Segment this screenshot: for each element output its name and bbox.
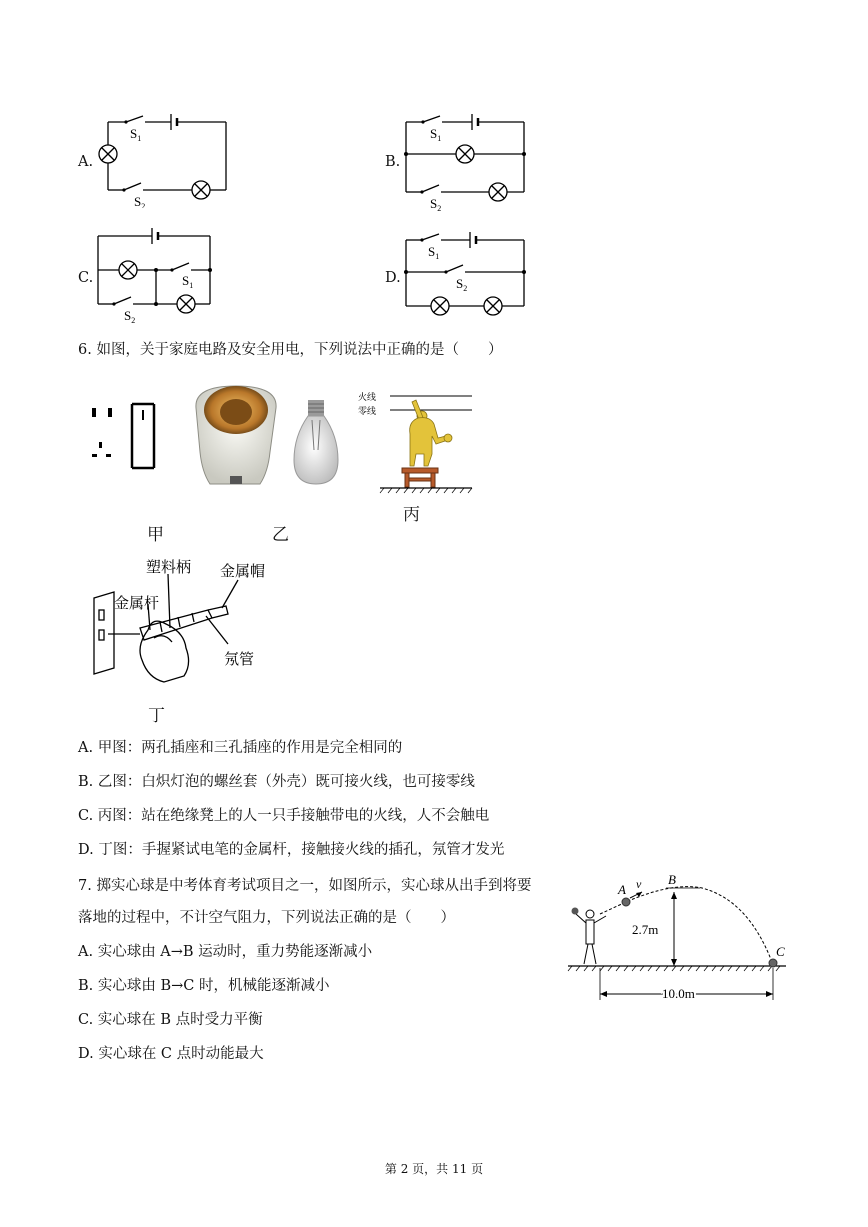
switch-s2-label: $S_2$ xyxy=(124,308,136,325)
shotput-trajectory-diagram xyxy=(562,868,796,1010)
switch-s2-label: $S_2$ xyxy=(456,276,468,293)
metal-cap-label: 金属帽 xyxy=(220,564,266,580)
switch-s2-label: $S_2$ xyxy=(430,196,442,212)
point-c-label: C xyxy=(776,944,785,959)
velocity-label: v xyxy=(636,877,642,891)
fire-wire-label: 火线 xyxy=(358,392,377,402)
option-b-label: B. xyxy=(385,154,401,170)
option-d-label: D. xyxy=(385,270,401,286)
figure-label-ding: 丁 xyxy=(148,706,165,726)
point-a-label: A xyxy=(618,882,626,897)
zero-wire-label: 零线 xyxy=(358,406,377,416)
testpen-figure xyxy=(88,552,288,692)
height-label: 2.7m xyxy=(632,922,659,937)
q6-stem: 6. 如图，关于家庭电路及安全用电，下列说法中正确的是（ ） xyxy=(78,342,503,358)
point-b-label: B xyxy=(668,872,676,887)
switch-s1-label: $S_1$ xyxy=(182,273,194,290)
circuit-option-a xyxy=(76,108,246,208)
q7-option-d: D. 实心球在 C 点时动能最大 xyxy=(78,1046,264,1062)
circuit-option-d xyxy=(398,228,538,328)
q6-option-c: C. 丙图：站在绝缘凳上的人一只手接触带电的火线，人不会触电 xyxy=(78,808,490,824)
circuit-diagram-c xyxy=(90,224,230,328)
neon-tube-label: 氖管 xyxy=(224,652,255,668)
q6-option-a: A. 甲图：两孔插座和三孔插座的作用是完全相同的 xyxy=(78,740,403,756)
q6-option-d: D. 丁图：手握紧试电笔的金属杆，接触接火线的插孔，氖管才发光 xyxy=(78,842,505,858)
option-a-label: A. xyxy=(78,154,94,170)
socket-figure xyxy=(84,394,164,474)
circuit-option-b xyxy=(398,108,538,212)
stool-figure xyxy=(350,388,480,498)
q7-option-c: C. 实心球在 B 点时受力平衡 xyxy=(78,1012,263,1028)
lampholder-figure xyxy=(190,380,350,500)
switch-s2-label: $S_2$ xyxy=(134,194,146,208)
lampholder-and-bulb xyxy=(190,380,350,500)
q7-option-b: B. 实心球由 B→C 时，机械能逐渐减小 xyxy=(78,978,330,994)
shotput-figure xyxy=(562,868,796,1010)
switch-s1-label: $S_1$ xyxy=(428,244,440,261)
figure-label-yi: 乙 xyxy=(272,525,289,545)
q7-option-a: A. 实心球由 A→B 运动时，重力势能逐渐减小 xyxy=(78,944,373,960)
q7-stem-line1: 7. 掷实心球是中考体育考试项目之一，如图所示，实心球从出手到将要 xyxy=(78,878,532,894)
circuit-diagram-a xyxy=(76,108,246,208)
page-footer: 第 2 页，共 11 页 xyxy=(384,1162,484,1176)
figure-label-bing: 丙 xyxy=(403,505,420,525)
plastic-handle-label: 塑料柄 xyxy=(146,560,192,576)
person-on-insulated-stool xyxy=(350,388,480,498)
option-c-label: C. xyxy=(78,270,94,286)
circuit-option-c xyxy=(90,224,230,328)
q6-option-b: B. 乙图：白炽灯泡的螺丝套（外壳）既可接火线，也可接零线 xyxy=(78,774,475,790)
circuit-diagram-b xyxy=(398,108,538,212)
circuit-diagram-d xyxy=(398,228,538,328)
switch-s1-label: $S_1$ xyxy=(430,126,442,143)
test-pen-illustration xyxy=(88,552,288,692)
switch-s1-label: $S_1$ xyxy=(130,126,142,143)
q7-stem-line2: 落地的过程中，不计空气阻力，下列说法正确的是（ ） xyxy=(78,910,455,926)
socket-illustration xyxy=(84,394,164,474)
figure-label-jia: 甲 xyxy=(147,525,164,545)
metal-rod-label: 金属杆 xyxy=(114,596,160,612)
distance-label: 10.0m xyxy=(662,986,695,1001)
